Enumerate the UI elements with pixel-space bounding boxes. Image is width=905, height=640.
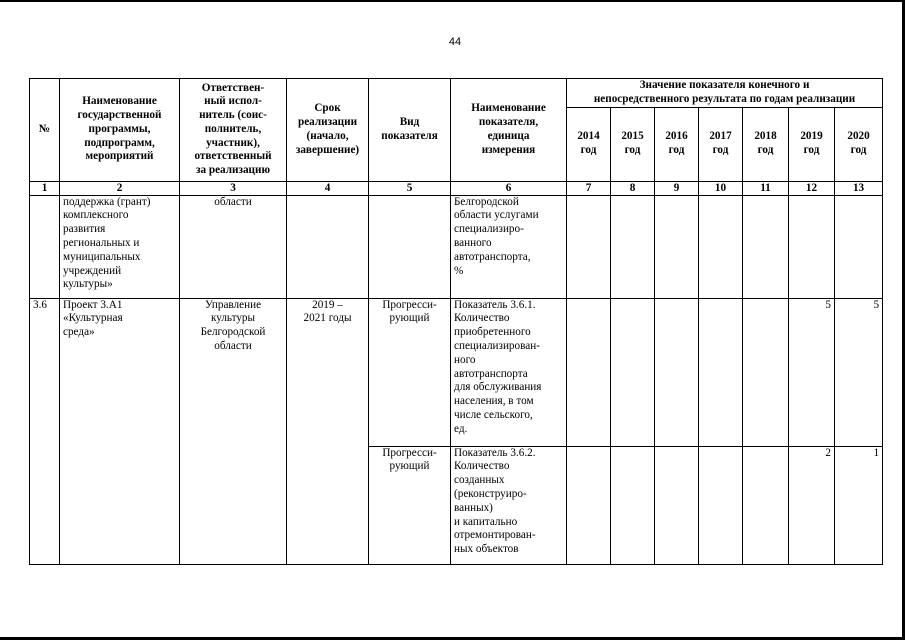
- header-responsible: Ответствен- ный испол- нитель (соис- полнитель, участник), ответственный за реализацию: [180, 79, 287, 182]
- cell-value: [655, 298, 699, 446]
- cell-value: 5: [835, 298, 883, 446]
- cell-period: [287, 195, 369, 298]
- table-row-continuation: [30, 195, 883, 298]
- cell-num: [30, 195, 60, 298]
- header-year: 2015 год: [611, 107, 655, 181]
- header-indicator-type: Вид показателя: [369, 79, 451, 182]
- header-indicator-name: Наименование показателя, единица измерения: [451, 79, 567, 182]
- column-number: 5: [369, 181, 451, 195]
- cell-value: [611, 446, 655, 564]
- program-indicators-table: [29, 78, 883, 565]
- cell-value: [743, 195, 789, 298]
- cell-period: 2019 – 2021 годы: [287, 298, 369, 564]
- header-year: 2017 год: [699, 107, 743, 181]
- header-year: 2019 год: [789, 107, 835, 181]
- column-number: 12: [789, 181, 835, 195]
- column-number: 11: [743, 181, 789, 195]
- cell-value: [699, 298, 743, 446]
- cell-value: [611, 298, 655, 446]
- column-number: 3: [180, 181, 287, 195]
- header-num: №: [30, 79, 60, 182]
- column-number: 10: [699, 181, 743, 195]
- cell-value: [743, 298, 789, 446]
- column-number: 1: [30, 181, 60, 195]
- column-number: 6: [451, 181, 567, 195]
- header-program: Наименование государственной программы, подпрограмм, мероприятий: [60, 79, 180, 182]
- table-row-indicator-1: [30, 298, 883, 446]
- header-year: 2014 год: [567, 107, 611, 181]
- column-number: 8: [611, 181, 655, 195]
- cell-value: 5: [789, 298, 835, 446]
- cell-value: [699, 446, 743, 564]
- page-frame-top: [0, 0, 905, 2]
- cell-value: [611, 195, 655, 298]
- cell-value: [567, 298, 611, 446]
- cell-num: 3.6: [30, 298, 60, 564]
- cell-value: [835, 195, 883, 298]
- cell-value: [567, 195, 611, 298]
- cell-value: [567, 446, 611, 564]
- cell-indicator-type: [369, 195, 451, 298]
- column-number: 4: [287, 181, 369, 195]
- column-number-row: [30, 181, 883, 195]
- page-number: 44: [448, 36, 462, 48]
- cell-indicator-name: Показатель 3.6.2. Количество созданных (реконструиро- ванных) и капитально отремонтирован- ных объектов: [451, 446, 567, 564]
- cell-value: 2: [789, 446, 835, 564]
- cell-value: [789, 195, 835, 298]
- header-period: Срок реализации (начало, завершение): [287, 79, 369, 182]
- cell-value: [699, 195, 743, 298]
- cell-responsible: Управление культуры Белгородской области: [180, 298, 287, 564]
- header-year: 2016 год: [655, 107, 699, 181]
- column-number: 7: [567, 181, 611, 195]
- cell-value: [655, 446, 699, 564]
- cell-value: [655, 195, 699, 298]
- column-number: 13: [835, 181, 883, 195]
- header-year: 2020 год: [835, 107, 883, 181]
- cell-value: [743, 446, 789, 564]
- cell-program: поддержка (грант) комплексного развития региональных и муниципальных учреждений культуры»: [60, 195, 180, 298]
- cell-indicator-type: Прогресси- рующий: [369, 298, 451, 446]
- cell-responsible: области: [180, 195, 287, 298]
- cell-value: 1: [835, 446, 883, 564]
- column-number: 2: [60, 181, 180, 195]
- cell-indicator-type: Прогресси- рующий: [369, 446, 451, 564]
- header-year: 2018 год: [743, 107, 789, 181]
- cell-indicator-name: Белгородской области услугами специализиро- ванного автотранспорта, %: [451, 195, 567, 298]
- cell-program: Проект 3.А1 «Культурная среда»: [60, 298, 180, 564]
- column-number: 9: [655, 181, 699, 195]
- cell-indicator-name: Показатель 3.6.1. Количество приобретенного специализирован- ного автотранспорта для обслуживания населения, в том числе сельского, ед.: [451, 298, 567, 446]
- header-values-group: Значение показателя конечного и непосредственного результата по годам реализации: [567, 79, 883, 108]
